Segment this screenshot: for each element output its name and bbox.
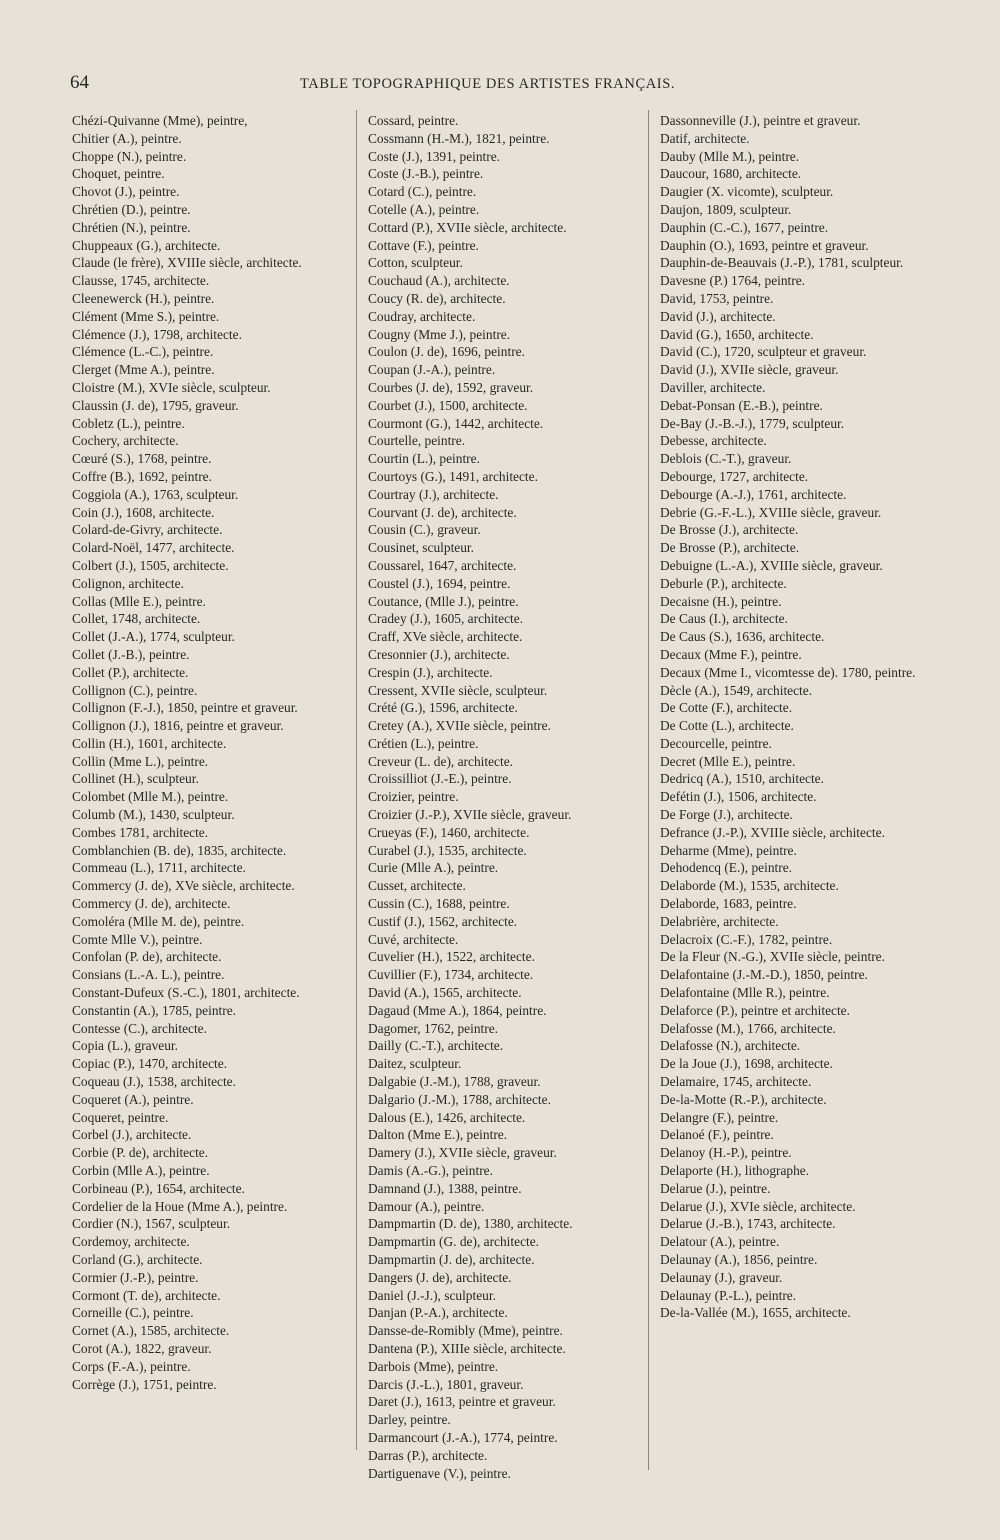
index-entry: Dauphin (O.), 1693, peintre et graveur. — [660, 237, 869, 253]
index-entry: Corps (F.-A.), peintre. — [72, 1358, 191, 1374]
index-entry: Cuvé, architecte. — [368, 931, 459, 947]
index-entry: Dartiguenave (V.), peintre. — [368, 1465, 511, 1481]
index-entry: Cochery, architecte. — [72, 433, 179, 449]
index-entry: Delafontaine (Mlle R.), peintre. — [660, 985, 830, 1001]
index-entry: Copiac (P.), 1470, architecte. — [72, 1056, 228, 1072]
index-entry: Collet (J.-B.), peintre. — [72, 646, 190, 662]
index-entry: Corot (A.), 1822, graveur. — [72, 1340, 212, 1356]
index-entry: Courtin (L.), peintre. — [368, 451, 480, 467]
index-entry: Delarue (J.), peintre. — [660, 1180, 771, 1196]
index-entry: De-Bay (J.-B.-J.), 1779, sculpteur. — [660, 415, 845, 431]
index-entry: Dailly (C.-T.), architecte. — [368, 1038, 504, 1054]
index-entry: Dagomer, 1762, peintre. — [368, 1020, 498, 1036]
index-entry: Constant-Dufeux (S.-C.), 1801, architecte. — [72, 985, 300, 1001]
index-entry: Coffre (B.), 1692, peintre. — [72, 468, 212, 484]
index-entry: Defétin (J.), 1506, architecte. — [660, 789, 817, 805]
index-entry: Collignon (C.), peintre. — [72, 682, 198, 698]
column-2 — [368, 112, 628, 1482]
index-entry: Deblois (C.-T.), graveur. — [660, 451, 792, 467]
index-entry: Dalgario (J.-M.), 1788, architecte. — [368, 1091, 551, 1107]
index-entry: Clémence (J.), 1798, architecte. — [72, 326, 242, 342]
index-entry: Cressent, XVIIe siècle, sculpteur. — [368, 682, 548, 698]
index-entry: Courtoys (G.), 1491, architecte. — [368, 468, 538, 484]
index-entry: Chézi-Quivanne (Mme), peintre, — [72, 113, 248, 128]
index-entry: Contesse (C.), architecte. — [72, 1020, 207, 1036]
index-entry: Deharme (Mme), peintre. — [660, 842, 797, 858]
index-entry: De-la-Motte (R.-P.), architecte. — [660, 1091, 827, 1107]
index-entry: De-la-Vallée (M.), 1655, architecte. — [660, 1305, 851, 1321]
index-entry: Cordemoy, architecte. — [72, 1234, 190, 1250]
index-entry: De Caus (I.), architecte. — [660, 611, 788, 627]
index-entry: Claussin (J. de), 1795, graveur. — [72, 397, 239, 413]
index-entry: Cottard (P.), XVIIe siècle, architecte. — [368, 219, 567, 235]
index-entry: Damery (J.), XVIIe siècle, graveur. — [368, 1145, 557, 1161]
index-entry: Cussin (C.), 1688, peintre. — [368, 896, 510, 912]
index-entry: Coqueret, peintre. — [72, 1109, 169, 1125]
index-entry: De Brosse (J.), architecte. — [660, 522, 799, 538]
index-entry: De la Joue (J.), 1698, architecte. — [660, 1056, 833, 1072]
index-entry: Collinet (H.), sculpteur. — [72, 771, 199, 787]
index-entry: Coqueau (J.), 1538, architecte. — [72, 1074, 236, 1090]
index-entry: De Cotte (L.), architecte. — [660, 718, 794, 734]
index-entry: Chuppeaux (G.), architecte. — [72, 237, 221, 253]
index-entry: Dansse-de-Romibly (Mme), peintre. — [368, 1323, 563, 1339]
index-entry: Cuvillier (F.), 1734, architecte. — [368, 967, 534, 983]
index-entry: Cordelier de la Houe (Mme A.), peintre. — [72, 1198, 288, 1214]
index-entry: Decret (Mlle E.), peintre. — [660, 753, 796, 769]
index-entry: Dauphin-de-Beauvais (J.-P.), 1781, sculpteur. — [660, 255, 904, 271]
index-entry: Coin (J.), 1608, architecte. — [72, 504, 215, 520]
index-entry: Debourge (A.-J.), 1761, architecte. — [660, 486, 847, 502]
index-entry: Croissilliot (J.-E.), peintre. — [368, 771, 512, 787]
index-entry: Crété (G.), 1596, architecte. — [368, 700, 518, 716]
index-entry: Courtelle, peintre. — [368, 433, 466, 449]
index-entry: Corbin (Mlle A.), peintre. — [72, 1163, 210, 1179]
index-entry: David (G.), 1650, architecte. — [660, 326, 814, 342]
index-entry: Coupan (J.-A.), peintre. — [368, 362, 496, 378]
index-entry: Cobletz (L.), peintre. — [72, 415, 185, 431]
index-entry: Colbert (J.), 1505, architecte. — [72, 557, 229, 573]
index-entry: Darmancourt (J.-A.), 1774, peintre. — [368, 1429, 558, 1445]
index-entry: Daucour, 1680, architecte. — [660, 166, 802, 182]
index-entry: Collet (P.), architecte. — [72, 664, 189, 680]
column-3 — [660, 112, 932, 1322]
index-entry: Dassonneville (J.), peintre et graveur. — [660, 113, 861, 128]
index-entry: Delaporte (H.), lithographe. — [660, 1163, 810, 1179]
index-entry: Decaux (Mme I., vicomtesse de). 1780, peintre. — [660, 664, 916, 680]
index-entry: Corbel (J.), architecte. — [72, 1127, 192, 1143]
index-entry: Cusset, architecte. — [368, 878, 466, 894]
index-entry: Choquet, peintre. — [72, 166, 165, 182]
index-entry: Collin (Mme L.), peintre. — [72, 753, 209, 769]
index-entry: Coutance, (Mlle J.), peintre. — [368, 593, 519, 609]
index-entry: Delafosse (M.), 1766, architecte. — [660, 1020, 836, 1036]
index-entry: Dampmartin (D. de), 1380, architecte. — [368, 1216, 573, 1232]
index-entry: Cossmann (H.-M.), 1821, peintre. — [368, 130, 550, 146]
index-entry: Delanoy (H.-P.), peintre. — [660, 1145, 792, 1161]
index-entry: Couchaud (A.), architecte. — [368, 273, 510, 289]
index-entry: Chovot (J.), peintre. — [72, 184, 180, 200]
index-entry: Courbet (J.), 1500, architecte. — [368, 397, 528, 413]
index-entry: Delaunay (J.), graveur. — [660, 1269, 783, 1285]
index-entry: Delafontaine (J.-M.-D.), 1850, peintre. — [660, 967, 868, 983]
index-entry: Dampmartin (J. de), architecte. — [368, 1252, 535, 1267]
index-entry: Dalous (E.), 1426, architecte. — [368, 1109, 526, 1125]
index-entry: Cougny (Mme J.), peintre. — [368, 326, 511, 342]
index-entry: Claude (le frère), XVIIIe siècle, architecte. — [72, 255, 302, 271]
index-entry: De Cotte (F.), architecte. — [660, 700, 793, 716]
index-entry: Danjan (P.-A.), architecte. — [368, 1305, 508, 1321]
index-entry: Dangers (J. de), architecte. — [368, 1269, 512, 1285]
index-entry: Cossard, peintre. — [368, 113, 459, 128]
page-number: 64 — [70, 72, 89, 93]
index-entry: Debesse, architecte. — [660, 433, 767, 449]
index-entry: Delangre (F.), peintre. — [660, 1109, 779, 1125]
index-entry: Delaforce (P.), peintre et architecte. — [660, 1002, 850, 1018]
index-entry: Curie (Mlle A.), peintre. — [368, 860, 499, 876]
index-entry: Cotard (C.), peintre. — [368, 184, 477, 200]
index-entry: Damis (A.-G.), peintre. — [368, 1163, 493, 1179]
index-entry: Corbie (P. de), architecte. — [72, 1145, 209, 1161]
index-entry: Chrétien (D.), peintre. — [72, 201, 191, 217]
index-entry: Corland (G.), architecte. — [72, 1252, 203, 1267]
index-entry: Cretey (A.), XVIIe siècle, peintre. — [368, 718, 551, 734]
index-entry: Coulon (J. de), 1696, peintre. — [368, 344, 525, 360]
index-entry: Cousin (C.), graveur. — [368, 522, 481, 538]
index-entry: Decaux (Mme F.), peintre. — [660, 646, 802, 662]
index-entry: Delabrière, architecte. — [660, 913, 779, 929]
index-entry: Delacroix (C.-F.), 1782, peintre. — [660, 931, 833, 947]
index-entry: Constantin (A.), 1785, peintre. — [72, 1002, 237, 1018]
index-entry: Daviller, architecte. — [660, 379, 766, 395]
index-entry: De la Fleur (N.-G.), XVIIe siècle, peintre. — [660, 949, 885, 965]
index-entry: Corbineau (P.), 1654, architecte. — [72, 1180, 245, 1196]
index-entry: De Caus (S.), 1636, architecte. — [660, 629, 825, 645]
index-entry: Debuigne (L.-A.), XVIIIe siècle, graveur. — [660, 557, 883, 573]
index-entry: Delaborde (M.), 1535, architecte. — [660, 878, 839, 894]
index-entry: Delarue (J.), XVIe siècle, architecte. — [660, 1198, 856, 1214]
index-entry: Dalgabie (J.-M.), 1788, graveur. — [368, 1074, 541, 1090]
index-entry: Curabel (J.), 1535, architecte. — [368, 842, 527, 858]
index-entry: Decaisne (H.), peintre. — [660, 593, 782, 609]
index-entry: Dauby (Mlle M.), peintre. — [660, 148, 800, 164]
index-entry: De Brosse (P.), architecte. — [660, 540, 800, 556]
index-entry: Daniel (J.-J.), sculpteur. — [368, 1287, 496, 1303]
index-entry: De Forge (J.), architecte. — [660, 807, 793, 823]
index-entry: Collet, 1748, architecte. — [72, 611, 201, 627]
index-entry: Datif, architecte. — [660, 130, 750, 146]
index-entry: Debat-Ponsan (E.-B.), peintre. — [660, 397, 823, 413]
index-entry: Coste (J.), 1391, peintre. — [368, 148, 501, 164]
index-entry: Clausse, 1745, architecte. — [72, 273, 210, 289]
index-entry: Dampmartin (G. de), architecte. — [368, 1234, 540, 1250]
index-entry: Coggiola (A.), 1763, sculpteur. — [72, 486, 239, 502]
index-entry: Courmont (G.), 1442, architecte. — [368, 415, 544, 431]
index-entry: Delatour (A.), peintre. — [660, 1234, 780, 1250]
index-entry: Debourge, 1727, architecte. — [660, 468, 809, 484]
index-entry: Delarue (J.-B.), 1743, architecte. — [660, 1216, 836, 1232]
index-entry: Colard-de-Givry, architecte. — [72, 522, 223, 538]
index-entry: Combes 1781, architecte. — [72, 824, 209, 840]
index-entry: Darras (P.), architecte. — [368, 1447, 488, 1463]
index-entry: Chitier (A.), peintre. — [72, 130, 182, 146]
index-entry: Croizier, peintre. — [368, 789, 459, 805]
index-entry: David (A.), 1565, architecte. — [368, 985, 522, 1001]
index-entry: Delaunay (P.-L.), peintre. — [660, 1287, 797, 1303]
index-entry: Cormont (T. de), architecte. — [72, 1287, 221, 1303]
index-entry: Coste (J.-B.), peintre. — [368, 166, 484, 182]
index-entry: Comoléra (Mlle M. de), peintre. — [72, 913, 245, 929]
index-entry: Dantena (P.), XIIIe siècle, architecte. — [368, 1340, 566, 1356]
index-entry: Commercy (J. de), architecte. — [72, 896, 231, 912]
index-entry: Cleenewerck (H.), peintre. — [72, 290, 215, 306]
index-entry: Consians (L.-A. L.), peintre. — [72, 967, 225, 983]
index-entry: Deburle (P.), architecte. — [660, 575, 787, 591]
index-entry: Crueyas (F.), 1460, architecte. — [368, 824, 530, 840]
index-entry: Dauphin (C.-C.), 1677, peintre. — [660, 219, 829, 235]
index-entry: Delamaire, 1745, architecte. — [660, 1074, 812, 1090]
index-entry: Confolan (P. de), architecte. — [72, 949, 222, 965]
index-entry: David (J.), architecte. — [660, 308, 776, 324]
index-entry: Courtray (J.), architecte. — [368, 486, 499, 502]
index-entry: Daugier (X. vicomte), sculpteur. — [660, 184, 834, 200]
index-entry: Choppe (N.), peintre. — [72, 148, 187, 164]
index-entry: Defrance (J.-P.), XVIIIe siècle, architecte. — [660, 824, 885, 840]
index-entry: Dehodencq (E.), peintre. — [660, 860, 792, 876]
index-entry: Clerget (Mme A.), peintre. — [72, 362, 215, 378]
index-entry: Crespin (J.), architecte. — [368, 664, 493, 680]
index-entry: David (C.), 1720, sculpteur et graveur. — [660, 344, 867, 360]
index-entry: Delafosse (N.), architecte. — [660, 1038, 801, 1054]
index-entry: Cloistre (M.), XVIe siècle, sculpteur. — [72, 379, 271, 395]
index-entry: Commercy (J. de), XVe siècle, architecte. — [72, 878, 295, 894]
index-entry: Coustel (J.), 1694, peintre. — [368, 575, 511, 591]
index-entry: Creveur (L. de), architecte. — [368, 753, 513, 769]
index-entry: Coqueret (A.), peintre. — [72, 1091, 194, 1107]
index-entry: Coussarel, 1647, architecte. — [368, 557, 517, 573]
index-entry: Cotton, sculpteur. — [368, 255, 463, 271]
index-entry: Comblanchien (B. de), 1835, architecte. — [72, 842, 287, 858]
index-entry: Collet (J.-A.), 1774, sculpteur. — [72, 629, 235, 645]
index-entry: Collas (Mlle E.), peintre. — [72, 593, 206, 609]
index-entry: Cradey (J.), 1605, architecte. — [368, 611, 524, 627]
index-entry: Craff, XVe siècle, architecte. — [368, 629, 523, 645]
running-head: TABLE TOPOGRAPHIQUE DES ARTISTES FRANÇAIS. — [300, 76, 676, 92]
index-entry: Coucy (R. de), architecte. — [368, 290, 506, 306]
index-entry: Corrège (J.), 1751, peintre. — [72, 1376, 217, 1392]
index-entry: David (J.), XVIIe siècle, graveur. — [660, 362, 839, 378]
index-entry: Decourcelle, peintre. — [660, 735, 772, 751]
index-entry: Coudray, architecte. — [368, 308, 476, 324]
index-entry: Cornet (A.), 1585, architecte. — [72, 1323, 230, 1339]
index-entry: Columb (M.), 1430, sculpteur. — [72, 807, 235, 823]
index-entry: Delaunay (A.), 1856, peintre. — [660, 1252, 818, 1267]
index-entry: Daujon, 1809, sculpteur. — [660, 201, 792, 217]
index-entry: David, 1753, peintre. — [660, 290, 774, 306]
index-entry: Delanoé (F.), peintre. — [660, 1127, 774, 1143]
index-entry: Colignon, architecte. — [72, 575, 184, 591]
index-entry: Dècle (A.), 1549, architecte. — [660, 682, 813, 698]
index-entry: Cordier (N.), 1567, sculpteur. — [72, 1216, 231, 1232]
index-entry: Dagaud (Mme A.), 1864, peintre. — [368, 1002, 547, 1018]
index-entry: Comte Mlle V.), peintre. — [72, 931, 203, 947]
index-entry: Cotelle (A.), peintre. — [368, 201, 480, 217]
index-entry: Darley, peintre. — [368, 1412, 451, 1428]
index-entry: Croizier (J.-P.), XVIIe siècle, graveur. — [368, 807, 572, 823]
index-entry: Corneille (C.), peintre. — [72, 1305, 194, 1321]
index-entry: Commeau (L.), 1711, architecte. — [72, 860, 246, 876]
index-entry: Courbes (J. de), 1592, graveur. — [368, 379, 534, 395]
index-entry: Custif (J.), 1562, architecte. — [368, 913, 518, 929]
index-entry: Clémence (L.-C.), peintre. — [72, 344, 214, 360]
index-entry: Colard-Noël, 1477, architecte. — [72, 540, 235, 556]
index-entry: Delaborde, 1683, peintre. — [660, 896, 797, 912]
index-entry: Cottave (F.), peintre. — [368, 237, 479, 253]
index-entry: Crétien (L.), peintre. — [368, 735, 479, 751]
column-rule — [648, 110, 649, 1470]
index-entry: Damour (A.), peintre. — [368, 1198, 485, 1214]
index-entry: Cresonnier (J.), architecte. — [368, 646, 510, 662]
index-entry: Clément (Mme S.), peintre. — [72, 308, 220, 324]
index-entry: Davesne (P.) 1764, peintre. — [660, 273, 806, 289]
index-entry: Collignon (J.), 1816, peintre et graveur. — [72, 718, 284, 734]
index-entry: Daret (J.), 1613, peintre et graveur. — [368, 1394, 556, 1410]
index-entry: Darcis (J.-L.), 1801, graveur. — [368, 1376, 524, 1392]
index-entry: Chrétien (N.), peintre. — [72, 219, 191, 235]
index-entry: Cuvelier (H.), 1522, architecte. — [368, 949, 535, 965]
index-entry: Collin (H.), 1601, architecte. — [72, 735, 227, 751]
index-entry: Dalton (Mme E.), peintre. — [368, 1127, 508, 1143]
index-entry: Courvant (J. de), architecte. — [368, 504, 517, 520]
index-entry: Cousinet, sculpteur. — [368, 540, 474, 556]
index-entry: Darbois (Mme), peintre. — [368, 1358, 499, 1374]
index-entry: Dedricq (A.), 1510, architecte. — [660, 771, 824, 787]
index-entry: Cœuré (S.), 1768, peintre. — [72, 451, 212, 467]
index-entry: Damnand (J.), 1388, peintre. — [368, 1180, 522, 1196]
column-rule — [356, 110, 357, 1450]
column-1 — [72, 112, 304, 1393]
index-entry: Colombet (Mlle M.), peintre. — [72, 789, 229, 805]
index-entry: Daitez, sculpteur. — [368, 1056, 462, 1072]
index-entry: Copia (L.), graveur. — [72, 1038, 178, 1054]
index-entry: Collignon (F.-J.), 1850, peintre et graveur. — [72, 700, 298, 716]
index-entry: Debrie (G.-F.-L.), XVIIIe siècle, graveur. — [660, 504, 882, 520]
index-entry: Cormier (J.-P.), peintre. — [72, 1269, 199, 1285]
